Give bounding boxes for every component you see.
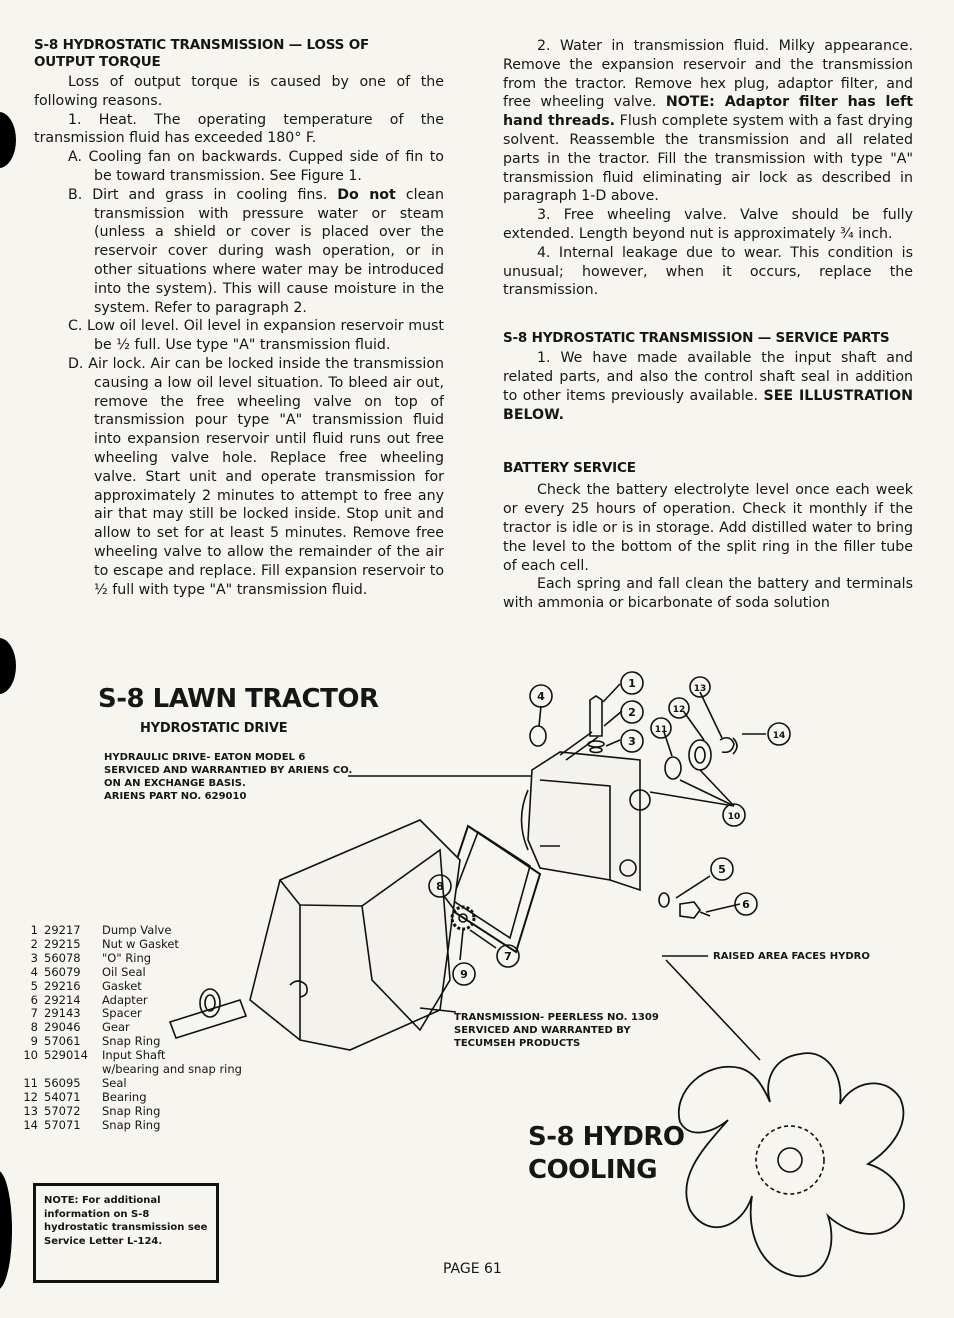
item-b: B. Dirt and grass in cooling fins. Do not clean transmission with pressure water or steam (unless a shield or cover is placed over the reservoir cover during wash operation, or in other situations where water may be introduced into the system). This will cause moisture in the system. Refer to paragraph 2. — [68, 186, 444, 316]
battery-paragraph-2: Each spring and fall clean the battery and terminals with ammonia or bicarbonate of soda solution — [503, 576, 913, 612]
parts-list — [14, 924, 242, 1133]
callout-4: 4 — [537, 690, 545, 703]
parts-row: 6 29214 Adapter — [30, 992, 148, 1007]
callout-10: 10 — [727, 812, 741, 822]
callout-8: 8 — [436, 880, 444, 893]
cooling-title-line-2: COOLING — [528, 1155, 658, 1185]
intro-paragraph: Loss of output torque is caused by one of the following reasons. — [34, 74, 444, 109]
parts-row: 10 529014 Input Shaft — [23, 1048, 166, 1063]
parts-row: 11 56095 Seal — [23, 1075, 127, 1090]
parts-row: 4 56079 Oil Seal — [30, 964, 146, 979]
parts-row: 8 29046 Gear — [30, 1020, 130, 1035]
callout-3: 3 — [628, 735, 636, 748]
battery-paragraph-1: Check the battery electrolyte level once each week or every 25 hours of operation. Check it monthly if the tractor is idle or is in storage. Add distilled water to bring the level to the bottom of the split ring in the filler tube of each cell. — [503, 482, 913, 574]
page-number: PAGE 61 — [443, 1261, 502, 1277]
parts-row: 3 56078 "O" Ring — [30, 950, 152, 965]
parts-row: 7 29143 Spacer — [30, 1006, 142, 1021]
item-a: A. Cooling fan on backwards. Cupped side of fin to be toward transmission. See Figure 1. — [68, 149, 444, 184]
diagram-subtitle: HYDROSTATIC DRIVE — [140, 721, 288, 736]
item-c: C. Low oil level. Oil level in expansion reservoir must be ½ full. Use type "A" transmission fluid. — [68, 318, 444, 354]
item-3-valve: 3. Free wheeling valve. Valve should be fully extended. Length beyond nut is approximately ¾ inch. — [503, 207, 913, 242]
service-parts-text: 1. We have made available the input shaft and related parts, and also the control shaft seal in addition to other items previously available. SEE ILLUSTRATION BELOW. — [503, 350, 913, 423]
parts-row: 2 29215 Nut w Gasket — [30, 936, 179, 951]
callout-11: 11 — [654, 725, 668, 735]
item-d: D. Air lock. Air can be locked inside the transmission causing a low oil level situation. To bleed air out, remove the free wheeling valve on top of transmission pour type "A" transmission fluid into expansion reservoir until fluid runs out free wheeling valve hole. Replace free wheeling valve. Start unit and operate transmission for approximately 2 minutes to attempt to free any air that may still be locked inside. Stop unit and allow to set for at least 5 minutes. Remove free wheeling valve to allow the remainder of the air to escape and replace. Fill expansion reservoir to ½ full with type "A" transmission fluid. — [68, 355, 444, 598]
drive-note: HYDRAULIC DRIVE- EATON MODEL 6 SERVICED AND WARRANTIED BY ARIENS CO. ON AN EXCHANGE BASIS. ARIENS PART NO. 629010 — [104, 752, 353, 802]
cooling-title-line-1: S-8 HYDRO — [528, 1122, 685, 1152]
parts-row: 1 29217 Dump Valve — [30, 923, 172, 937]
diagram-title: S-8 LAWN TRACTOR — [98, 684, 379, 714]
parts-row: 14 57071 Snap Ring — [23, 1117, 161, 1132]
parts-row: 12 54071 Bearing — [23, 1089, 147, 1104]
callout-7: 7 — [504, 950, 512, 963]
parts-row: 13 57072 Snap Ring — [23, 1103, 161, 1118]
section-heading-service-parts: S-8 HYDROSTATIC TRANSMISSION — SERVICE PARTS — [503, 330, 890, 347]
item-1-heat: 1. Heat. The operating temperature of the transmission fluid has exceeded 180° F. — [34, 111, 444, 147]
parts-row: w/bearing and snap ring — [102, 1062, 242, 1077]
raised-area-note: RAISED AREA FACES HYDRO — [713, 951, 870, 962]
callout-5: 5 — [718, 863, 726, 876]
callout-13: 13 — [693, 684, 707, 694]
parts-row: 5 29216 Gasket — [30, 978, 142, 993]
item-4-leakage: 4. Internal leakage due to wear. This condition is unusual; however, when it occurs, replace the transmission. — [503, 244, 913, 299]
parts-row: 9 57061 Snap Ring — [30, 1034, 161, 1049]
section-heading-battery: BATTERY SERVICE — [503, 460, 636, 477]
item-2-water: 2. Water in transmission fluid. Milky appearance. Remove the expansion reservoir and the transmission from the tractor. Remove hex plug, adaptor filter, and free wheeling valve. NOTE: Adaptor filter has left hand threads. Flush complete system with a fast drying solvent. Reassemble the transmission and all related parts in the tractor. Fill the transmission with type "A" transmission fluid eliminating air lock as described in paragraph 1-D above. — [503, 38, 914, 205]
section-heading-loss-torque: S-8 HYDROSTATIC TRANSMISSION — LOSS OF OUTPUT TORQUE — [34, 37, 369, 70]
callout-6: 6 — [742, 898, 750, 911]
callout-14: 14 — [772, 731, 786, 741]
callout-1: 1 — [628, 677, 636, 690]
note-box: NOTE: For additional information on S-8 hydrostatic transmission see Service Letter L-124. — [33, 1183, 219, 1283]
callout-12: 12 — [672, 705, 686, 715]
callout-9: 9 — [460, 968, 468, 981]
transmission-note: TRANSMISSION- PEERLESS NO. 1309 SERVICED AND WARRANTED BY TECUMSEH PRODUCTS — [454, 1012, 659, 1049]
callout-2: 2 — [628, 706, 636, 719]
